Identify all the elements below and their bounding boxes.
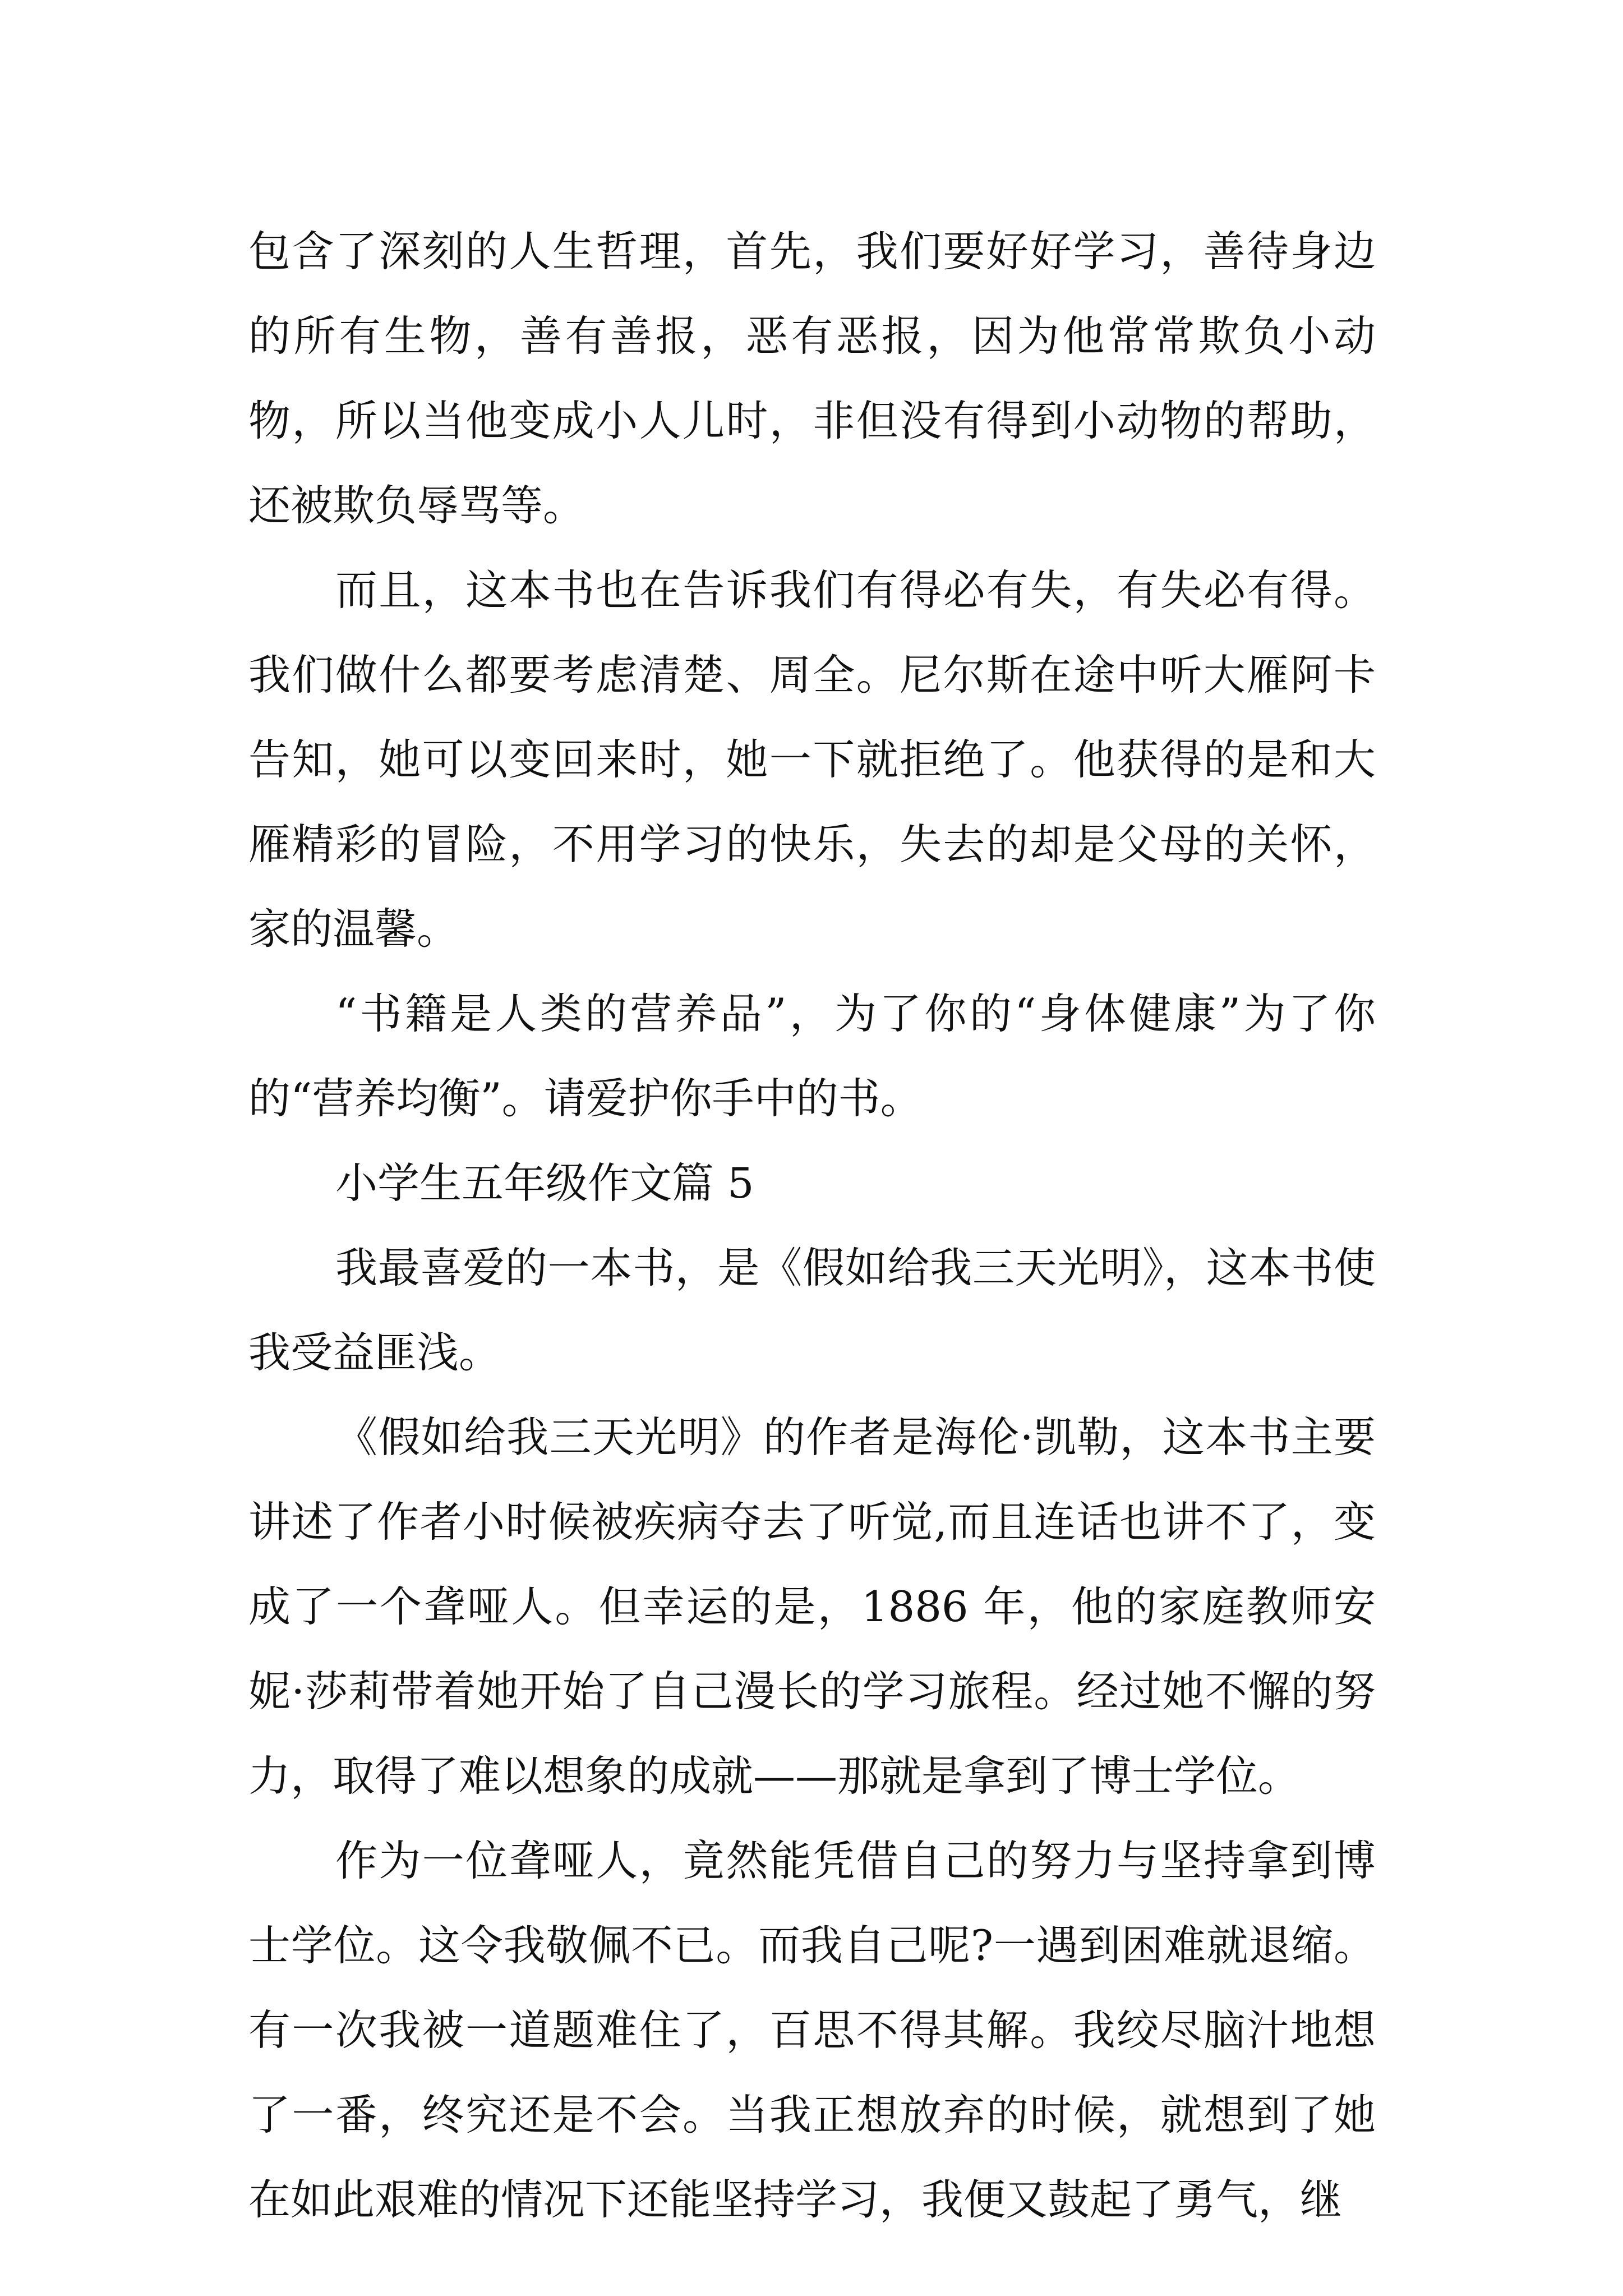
paragraph-2: 而且，这本书也在告诉我们有得必有失，有失必有得。我们做什么都要考虑清楚、周全。尼尔斯在途中听大雁阿卡告知，她可以变回来时，她一下就拒绝了。他获得的是和大雁精彩的冒险，不用学习的快乐，失去的却是父母的关怀，家的温馨。: [248, 565, 1376, 954]
paragraph-1: 包含了深刻的人生哲理，首先，我们要好好学习，善待身边的所有生物，善有善报，恶有恶报，因为他常常欺负小动物，所以当他变成小人儿时，非但没有得到小动物的帮助，还被欺负辱骂等。: [248, 227, 1376, 530]
paragraph-6: 作为一位聋哑人，竟然能凭借自己的努力与坚持拿到博士学位。这令我敬佩不已。而我自己呢?一遇到困难就退缩。有一次我被一道题难住了，百思不得其解。我绞尽脑汁地想了一番，终究还是不会。当我正想放弃的时候，就想到了她在如此艰难的情况下还能坚持学习，我便又鼓起了勇气，继: [248, 1836, 1376, 2224]
section-heading: 小学生五年级作文篇 5: [335, 1158, 754, 1208]
document-body: [248, 209, 1376, 2242]
paragraph-4: 我最喜爱的一本书，是《假如给我三天光明》，这本书使我受益匪浅。: [248, 1243, 1376, 1377]
paragraph-3: “书籍是人类的营养品”，为了你的“身体健康”为了你的“营养均衡”。请爱护你手中的书。: [248, 989, 1376, 1123]
paragraph-5: 《假如给我三天光明》的作者是海伦·凯勒，这本书主要讲述了作者小时候被疾病夺去了听觉,而且连话也讲不了，变成了一个聋哑人。但幸运的是，1886 年，他的家庭教师安妮·莎莉带着她开始了自己漫长的学习旅程。经过她不懈的努力，取得了难以想象的成就——那就是拿到了博士学位。: [248, 1412, 1376, 1801]
